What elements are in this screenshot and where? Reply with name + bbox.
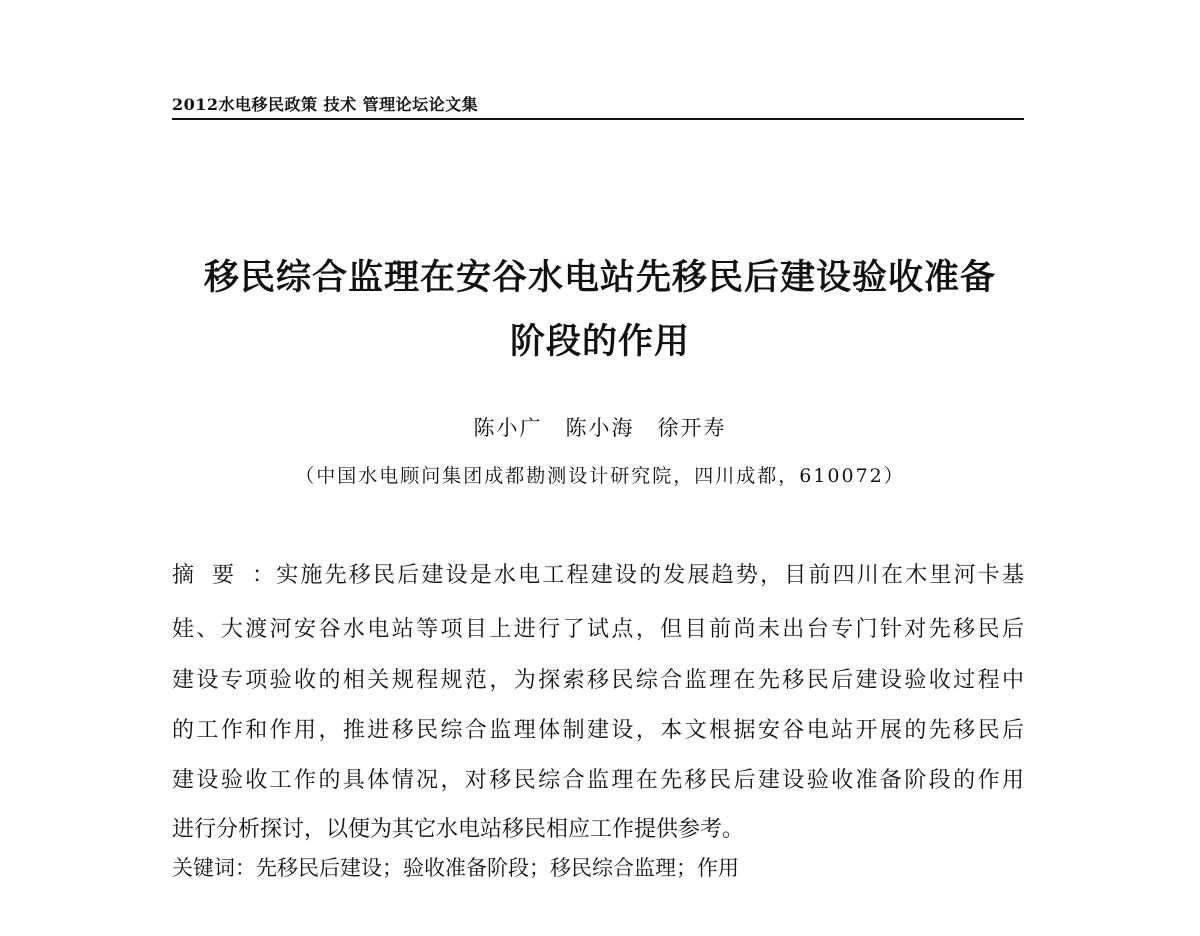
abstract-line-6: 进行分析探讨，以便为其它水电站移民相应工作提供参考。 — [172, 817, 745, 842]
abstract-line-3: 建设专项验收的相关规程规范，为探索移民综合监理在先移民后建设验收过程中 — [172, 668, 1024, 693]
paper-title-line-2: 阶段的作用 — [509, 321, 690, 362]
authors: 陈小广 陈小海 徐开寿 — [473, 416, 727, 440]
affiliation: （中国水电顾问集团成都勘测设计研究院，四川成都，610072） — [295, 465, 905, 487]
abstract-label-separator: ： — [252, 563, 275, 588]
paper-title-line-1: 移民综合监理在安谷水电站先移民后建设验收准备 — [203, 257, 996, 298]
abstract-line-1-text: 实施先移民后建设是水电工程建设的发展趋势，目前四川在木里河卡基 — [274, 563, 1024, 588]
keywords-text: 先移民后建设；验收准备阶段；移民综合监理；作用 — [256, 856, 739, 880]
abstract-line-4: 的工作和作用，推进移民综合监理体制建设，本文根据安谷电站开展的先移民后 — [172, 718, 1024, 743]
abstract-label: 摘要 — [172, 563, 253, 588]
abstract-line-1 — [172, 558, 1024, 589]
running-head — [172, 88, 1024, 120]
abstract-line-5: 建设验收工作的具体情况，对移民综合监理在先移民后建设验收准备阶段的作用 — [172, 768, 1024, 793]
keywords — [172, 852, 739, 882]
abstract-line-2: 娃、大渡河安谷水电站等项目上进行了试点，但目前尚未出台专门针对先移民后 — [172, 617, 1024, 642]
keywords-label: 关键词： — [172, 856, 256, 880]
running-head-text: 2012水电移民政策 技术 管理论坛论文集 — [172, 95, 479, 114]
